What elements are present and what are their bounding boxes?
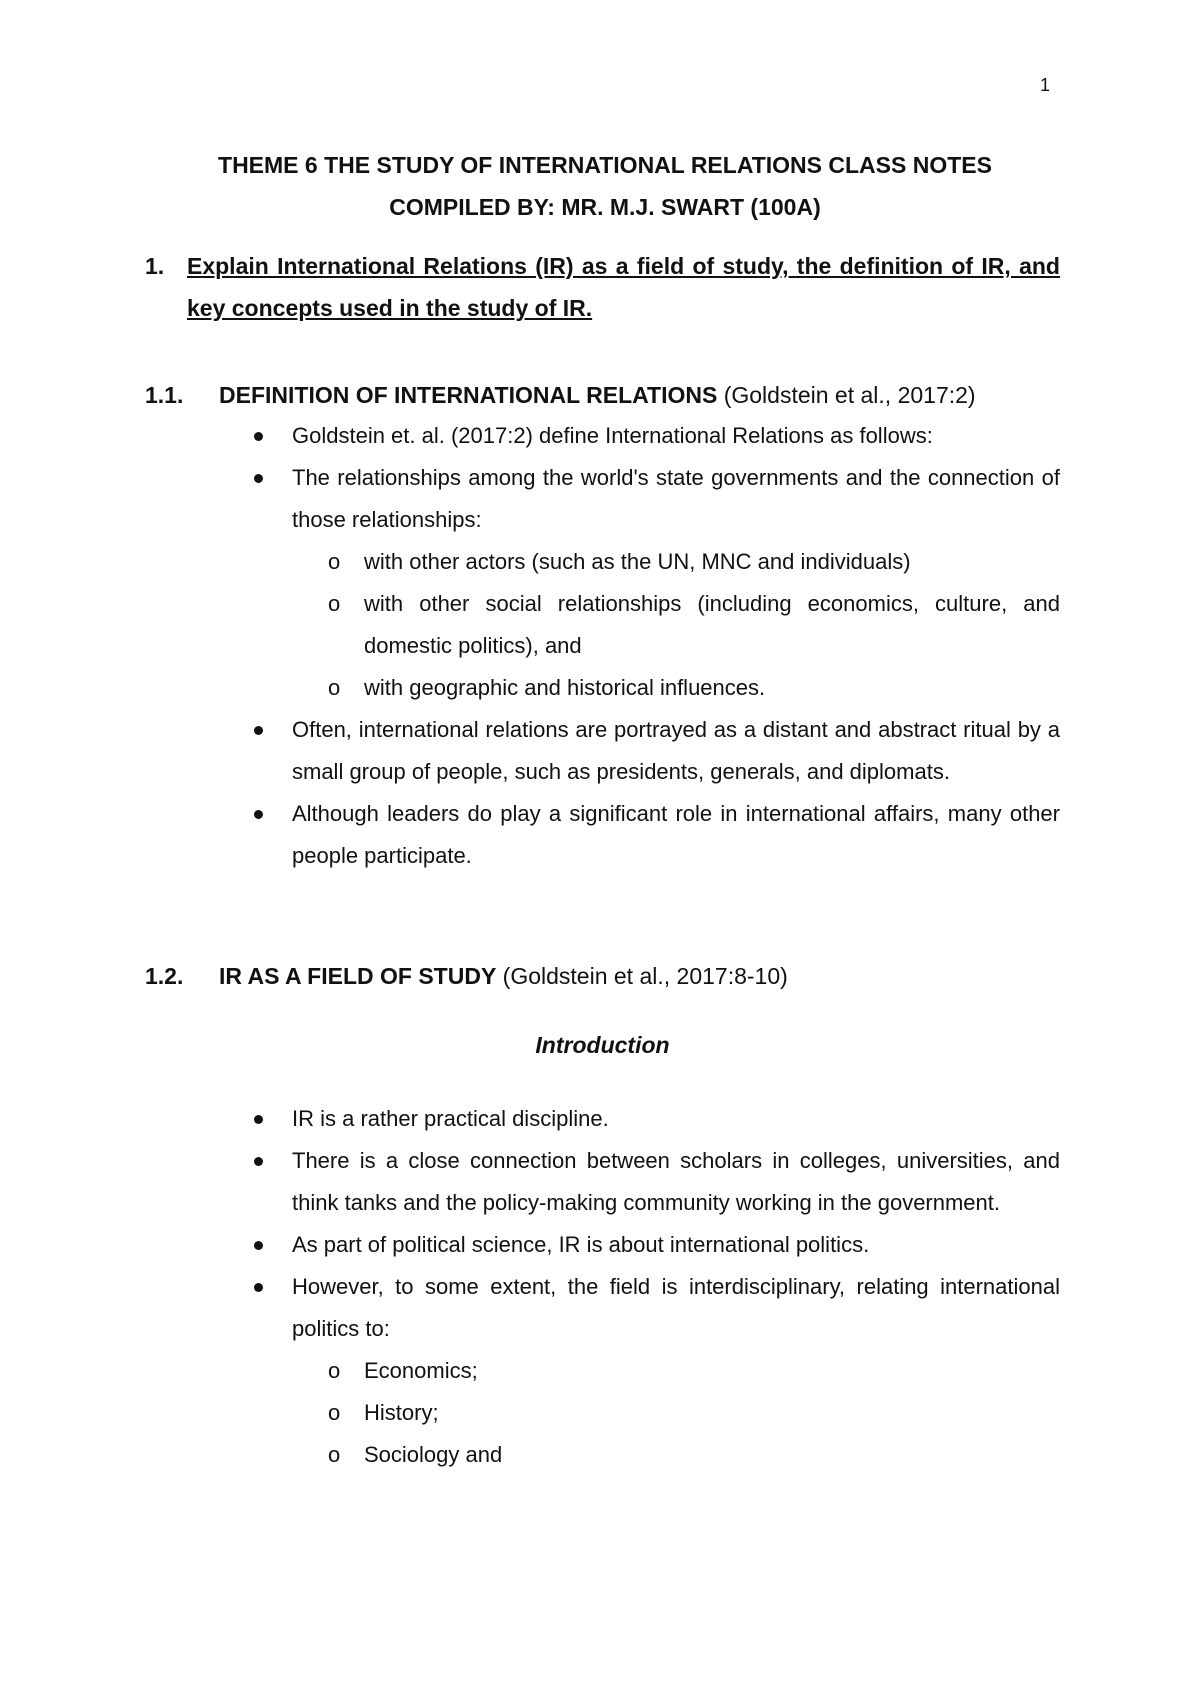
- list-item: [250, 1140, 1060, 1224]
- sub-list-item: [292, 541, 1060, 583]
- section-heading-field-of-study: [145, 955, 788, 997]
- bullet-icon: [254, 810, 263, 819]
- bullet-text: IR is a rather practical discipline.: [292, 1106, 609, 1131]
- sub-bullet-icon: o: [328, 1358, 341, 1383]
- sub-list-item: [292, 583, 1060, 667]
- sub-bullet-icon: o: [328, 591, 341, 616]
- sub-bullet-list: [292, 541, 1060, 709]
- document-title: [145, 144, 1065, 228]
- section-title: IR AS A FIELD OF STUDY: [219, 963, 497, 989]
- bullet-icon: [254, 1115, 263, 1124]
- list-item: [250, 709, 1060, 793]
- section-number: 1.1.: [145, 382, 184, 408]
- question-text: Explain International Relations (IR) as a field of study, the definition of IR, and key concepts used in the study of IR.: [187, 253, 1060, 321]
- bullet-text: Although leaders do play a significant role in international affairs, many other people participate.: [292, 801, 1060, 868]
- bullet-icon: [254, 1283, 263, 1292]
- definition-bullet-list: [250, 415, 1060, 877]
- sub-list-item: [292, 1434, 1060, 1476]
- sub-list-item: [292, 667, 1060, 709]
- sub-bullet-icon: o: [328, 549, 341, 574]
- sub-bullet-text: with other actors (such as the UN, MNC and individuals): [364, 549, 911, 574]
- bullet-text: Often, international relations are portrayed as a distant and abstract ritual by a small group of people, such as presidents, generals, and diplomats.: [292, 717, 1060, 784]
- list-item: [250, 1098, 1060, 1140]
- bullet-text: There is a close connection between scholars in colleges, universities, and think tanks and the policy-making community working in the government.: [292, 1148, 1060, 1215]
- sub-bullet-icon: o: [328, 1400, 341, 1425]
- sub-bullet-text: History;: [364, 1400, 439, 1425]
- section-citation: (Goldstein et al., 2017:8-10): [496, 963, 788, 989]
- page-number: 1: [1040, 75, 1051, 95]
- sub-list-item: [292, 1350, 1060, 1392]
- list-item: [250, 1266, 1060, 1476]
- list-item: [250, 457, 1060, 709]
- sub-bullet-list: [292, 1350, 1060, 1476]
- section-citation: (Goldstein et al., 2017:2): [717, 382, 976, 408]
- title-line-1: THEME 6 THE STUDY OF INTERNATIONAL RELATIONS CLASS NOTES: [218, 152, 992, 178]
- sub-bullet-text: with other social relationships (including economics, culture, and domestic politics), and: [364, 591, 1060, 658]
- bullet-icon: [254, 1241, 263, 1250]
- sub-bullet-text: with geographic and historical influences.: [364, 675, 766, 700]
- bullet-icon: [254, 1157, 263, 1166]
- bullet-icon: [254, 474, 263, 483]
- bullet-icon: [254, 726, 263, 735]
- sub-bullet-text: Sociology and: [364, 1442, 503, 1467]
- sub-bullet-text: Economics;: [364, 1358, 478, 1383]
- sub-bullet-icon: o: [328, 1442, 341, 1467]
- sub-bullet-icon: o: [328, 675, 341, 700]
- question-heading: [145, 245, 1060, 329]
- sub-list-item: [292, 1392, 1060, 1434]
- bullet-icon: [254, 432, 263, 441]
- bullet-text: Goldstein et. al. (2017:2) define International Relations as follows:: [292, 423, 933, 448]
- list-item: [250, 1224, 1060, 1266]
- section-number: 1.2.: [145, 963, 184, 989]
- introduction-heading: Introduction: [535, 1032, 670, 1058]
- section-title: DEFINITION OF INTERNATIONAL RELATIONS: [219, 382, 718, 408]
- question-number: 1.: [145, 253, 165, 279]
- list-item: [250, 415, 1060, 457]
- bullet-text: However, to some extent, the field is interdisciplinary, relating international politics to:: [292, 1274, 1060, 1341]
- title-line-2: COMPILED BY: MR. M.J. SWART (100A): [389, 194, 821, 220]
- list-item: [250, 793, 1060, 877]
- field-of-study-bullet-list: [250, 1098, 1060, 1476]
- bullet-text: As part of political science, IR is about international politics.: [292, 1232, 870, 1257]
- bullet-text: The relationships among the world's state governments and the connection of those relationships:: [292, 465, 1060, 532]
- section-heading-definition: [145, 374, 976, 416]
